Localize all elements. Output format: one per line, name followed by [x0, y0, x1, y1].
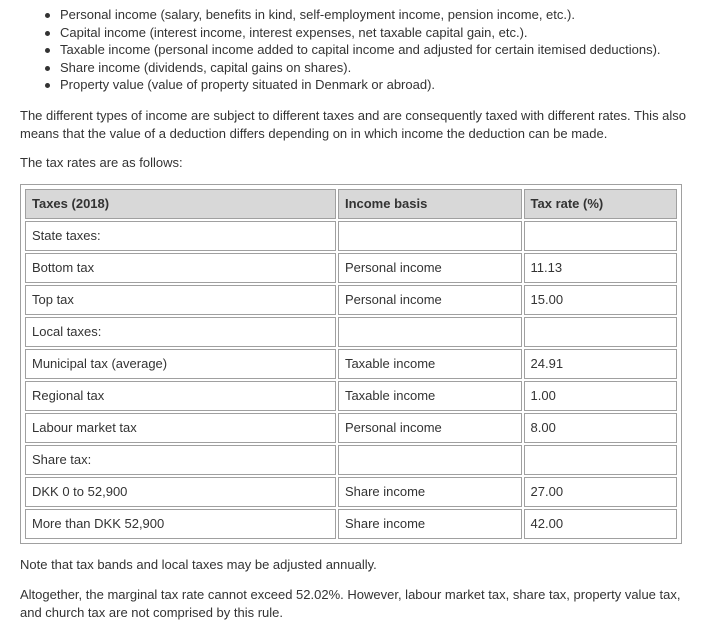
table-row: [25, 509, 677, 539]
cell-income-basis: Personal income: [338, 413, 522, 443]
cell-tax-rate: 24.91: [524, 349, 677, 379]
tax-rates-table: [23, 187, 679, 541]
cell-tax: Top tax: [25, 285, 336, 315]
table-row: [25, 445, 677, 475]
income-types-paragraph: The different types of income are subject to different taxes and are consequently taxed with different rates. This also means that the value of a deduction differs depending on in which income the deduction can be made.: [20, 107, 687, 141]
cell-income-basis: [338, 317, 522, 347]
cell-tax: Bottom tax: [25, 253, 336, 283]
tax-rates-intro: The tax rates are as follows:: [20, 154, 183, 170]
cell-income-basis: [338, 445, 522, 475]
cell-tax: State taxes:: [25, 221, 336, 251]
cell-income-basis: [338, 221, 522, 251]
table-row: [25, 285, 677, 315]
table-row: [25, 477, 677, 507]
table-row: [25, 349, 677, 379]
cell-tax: More than DKK 52,900: [25, 509, 336, 539]
cell-income-basis: Share income: [338, 509, 522, 539]
list-item: Taxable income (personal income added to capital income and adjusted for certain itemised deductions).: [60, 41, 690, 59]
cell-income-basis: Taxable income: [338, 381, 522, 411]
table-row: [25, 381, 677, 411]
cell-income-basis: Personal income: [338, 253, 522, 283]
cell-tax-rate: 15.00: [524, 285, 677, 315]
cell-tax: Labour market tax: [25, 413, 336, 443]
cell-tax: Share tax:: [25, 445, 336, 475]
header-income-basis: Income basis: [338, 189, 522, 219]
cell-tax: Regional tax: [25, 381, 336, 411]
header-tax-rate: Tax rate (%): [524, 189, 677, 219]
article-content: [20, 6, 690, 622]
cell-tax-rate: 27.00: [524, 477, 677, 507]
annual-adjustment-note: Note that tax bands and local taxes may be adjusted annually.: [20, 556, 377, 572]
cell-tax-rate: [524, 221, 677, 251]
list-item: Personal income (salary, benefits in kind, self-employment income, pension income, etc.).: [60, 6, 690, 24]
cell-tax-rate: 1.00: [524, 381, 677, 411]
cell-tax: DKK 0 to 52,900: [25, 477, 336, 507]
header-taxes: Taxes (2018): [25, 189, 336, 219]
cell-tax-rate: [524, 445, 677, 475]
list-item: Share income (dividends, capital gains on shares).: [60, 59, 690, 77]
cell-tax: Municipal tax (average): [25, 349, 336, 379]
cell-income-basis: Personal income: [338, 285, 522, 315]
marginal-rate-paragraph: Altogether, the marginal tax rate cannot exceed 52.02%. However, labour market tax, share tax, property value tax, and church tax are not comprised by this rule.: [20, 586, 681, 620]
cell-tax-rate: 42.00: [524, 509, 677, 539]
cell-income-basis: Share income: [338, 477, 522, 507]
cell-tax-rate: 11.13: [524, 253, 677, 283]
list-item: Property value (value of property situated in Denmark or abroad).: [60, 76, 690, 94]
table-row: [25, 221, 677, 251]
table-row: [25, 317, 677, 347]
income-types-list: [20, 6, 690, 94]
cell-income-basis: Taxable income: [338, 349, 522, 379]
table-row: [25, 413, 677, 443]
cell-tax: Local taxes:: [25, 317, 336, 347]
tax-rates-table-frame: [20, 184, 682, 544]
cell-tax-rate: 8.00: [524, 413, 677, 443]
cell-tax-rate: [524, 317, 677, 347]
table-header-row: [25, 189, 677, 219]
list-item: Capital income (interest income, interest expenses, net taxable capital gain, etc.).: [60, 24, 690, 42]
table-row: [25, 253, 677, 283]
